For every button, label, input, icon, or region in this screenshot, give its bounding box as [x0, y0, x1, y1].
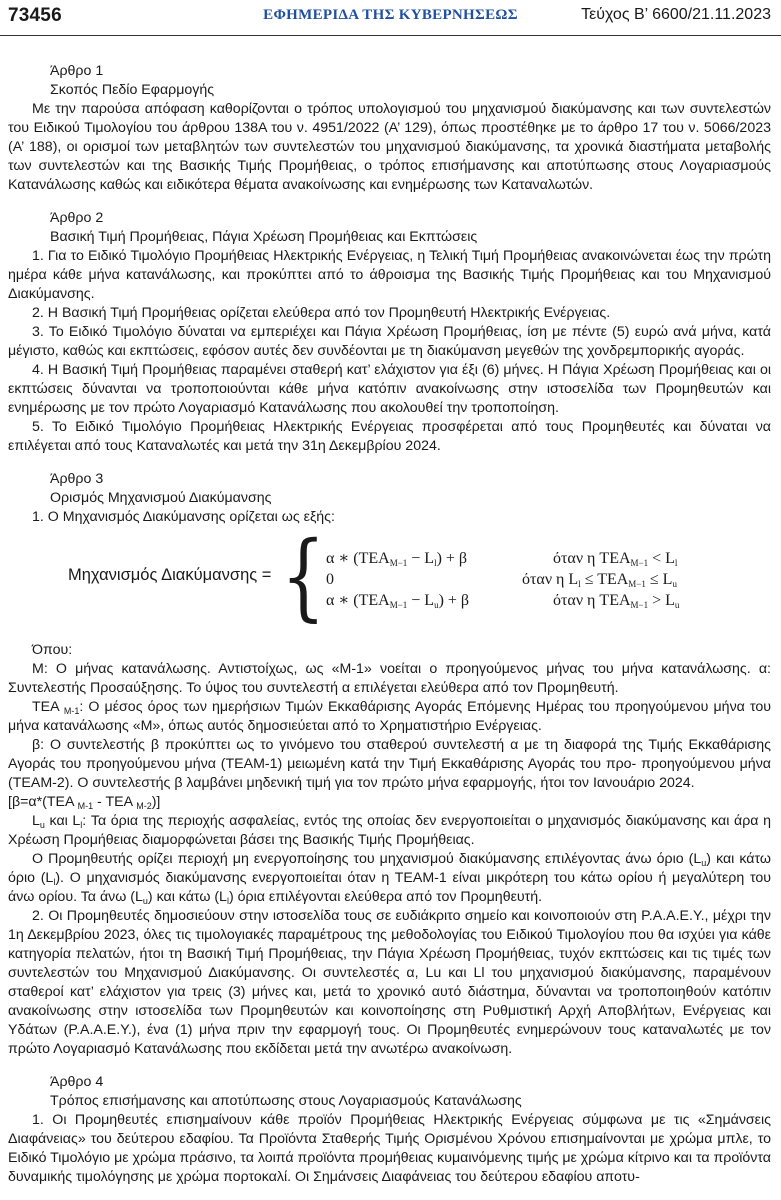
header-divider	[0, 35, 781, 36]
formula-label: Μηχανισμός Διακύμανσης =	[68, 566, 272, 584]
issue-info: Τεύχος Β’ 6600/21.11.2023	[581, 6, 771, 23]
article-2-title: Άρθρο 2	[50, 210, 104, 226]
article-3-subtitle: Ορισμός Μηχανισμού Διακύμανσης	[50, 490, 272, 506]
article-2-paragraph-3: 3. Το Ειδικό Τιμολόγιο δύναται να εμπεριέχει και Πάγια Χρέωση Προμήθειας, ίση με πέντε (5) ευρώ ανά μήνα, κατά μέγιστο, καθώς και εκπτώσεις, εφόσον αυτές δεν συνδέονται με τη διακύμανση μεγεθών της χονδρεμπορικής αγοράς.	[8, 324, 771, 359]
article-3-paragraph-1: 1. Ο Μηχανισμός Διακύμανσης ορίζεται ως εξής:	[32, 509, 335, 525]
article-1-title: Άρθρο 1	[50, 63, 104, 79]
formula-row-3-condition: όταν η $TEA_{M-1} > L_u$	[553, 592, 680, 610]
article-2-paragraph-5: 5. Το Ειδικό Τιμολόγιο Προμήθειας Ηλεκτρικής Ενέργειας προσφέρεται από τους Προμηθευτές και δύναται να επιλέγεται από τους Καταναλωτές και μετά την 31η Δεκεμβρίου 2024.	[8, 419, 771, 454]
article-2-paragraph-4: 4. Η Βασική Τιμή Προμήθειας παραμένει σταθερή κατ’ ελάχιστον για έξι (6) μήνες. Η Πάγια Χρέωση Προμήθειας και οι εκπτώσεις δύνανται να τροποποιούνται κάθε μήνα κατόπιν ανακοίνωσης στην ιστοσελίδα των Προμηθευτών και ενημέρωσης με τον πρώτο Λογαριασμό Κατανάλωσης που ακολουθεί την τροποποίηση.	[8, 362, 771, 416]
article-2-subtitle: Βασική Τιμή Προμήθειας, Πάγια Χρέωση Προμήθειας και Εκπτώσεις	[50, 229, 478, 245]
article-3-paragraph-2: 2. Οι Προμηθευτές δημοσιεύουν στην ιστοσελίδα τους σε ευδιάκριτο σημείο και κοινοποιούν στη Ρ.Α.Α.Ε.Υ., μέχρι την 1η Δεκεμβρίου 2023, όλες τις τιμολογιακές παραμέτρους της μεθοδολογίας του Ειδικού Τιμολογίου που θα ισχύει για κάθε κατηγορία πελατών, ήτοι τη Βασική Τιμή Προμήθειας, την Πάγια Χρέωση Προμήθειας, τυχόν εκπτώσεις και τις τιμές των συντελεστών του Μηχανισμού Διακύμανσης. Οι συντελεστές α, Lu και Ll του μηχανισμού διακύμανσης, παραμένουν σταθεροί κατ’ ελάχιστον για τρεις (3) μήνες και, μετά το χρονικό αυτό διάστημα, δύνανται να τροποποιηθούν κατόπιν ανακοίνωσης στην ιστοσελίδα των Προμηθευτών και κοινοποίησης στη Ρυθμιστική Αρχή Αποβλήτων, Ενέργειας και Υδάτων (Ρ.Α.Α.Ε.Υ.), ένα (1) μήνα πριν την εφαρμογή τους. Οι Προμηθευτές ενημερώνουν τους καταναλωτές με τον πρώτο Λογαριασμό Κατανάλωσης που εκδίδεται μετά την ανωτέρω ανακοίνωση.	[8, 908, 771, 1057]
article-4-title: Άρθρο 4	[50, 1074, 104, 1090]
definitions-heading: Όπου:	[32, 642, 73, 658]
supplier-limits-paragraph: Ο Προμηθευτής ορίζει περιοχή μη ενεργοποίησης του μηχανισμού διακύμανσης επιλέγοντας άνω όριο $(L_u)$ και κάτω όριο $(L_l)$. Ο μηχανισμός διακύμανσης ενεργοποιείται όταν η ΤΕΑΜ-1 είναι μικρότερη του κάτω ορίου ή μεγαλύτερη του άνω ορίου. Τα άνω $(L_u)$ και κάτω $(L_l)$ όρια επιλέγονται ελεύθερα από τον Προμηθευτή.	[8, 851, 771, 906]
article-2-paragraph-1: 1. Για το Ειδικό Τιμολόγιο Προμήθειας Ηλεκτρικής Ενέργειας, η Τελική Τιμή Προμήθειας ανακοινώνεται έως την πρώτη ημέρα κάθε μήνα κατανάλωσης, και προκύπτει από το άθροισμα της Βασικής Τιμής Προμήθειας και του Μηχανισμού Διακύμανσης.	[8, 248, 771, 302]
page-number: 73456	[8, 5, 62, 26]
definition-tea: ΤΕΑ $_{M-1}$: Ο μέσος όρος των ημερήσιων Τιμών Εκκαθάρισης Αγοράς Επόμενης Ημέρας του προηγούμενου μήνα του μήνα κατανάλωσης «Μ», όπως αυτός δημοσιεύεται από το Χρηματιστήριο Ενέργειας.	[8, 699, 771, 734]
formula-row-3-expression: α ∗ $(TEA_{M-1} - L_u) + \beta$	[326, 592, 470, 610]
formula-row-2-condition: όταν η $L_l \le TEA_{M-1} \le L_u$	[522, 571, 677, 589]
variation-mechanism-formula	[8, 520, 771, 635]
document-body	[8, 62, 771, 1187]
article-1-subtitle: Σκοπός Πεδίο Εφαρμογής	[50, 82, 215, 98]
page-header	[0, 0, 781, 36]
article-1-paragraph: Με την παρούσα απόφαση καθορίζονται ο τρόπος υπολογισμού του μηχανισμού διακύμανσης και των συντελεστών του Ειδικού Τιμολογίου του άρθρου 138Α του ν. 4951/2022 (Α’ 129), όπως προστέθηκε με το άρθρο 17 του ν. 5066/2023 (Α’ 188), οι ορισμοί των μεταβλητών των συντελεστών του μηχανισμού διακύμανσης, τα χρονικά διαστήματα μεταβολής των συντελεστών και της Βασικής Τιμής Προμήθειας, ο τρόπος επισήμανσης και αποτύπωσης στους Λογαριασμούς Κατανάλωσης καθώς και ειδικότερα θέματα ανακοίνωσης και ενημέρωσης των Καταναλωτών.	[8, 101, 771, 193]
gazette-title: ΕΦΗΜΕΡΙΔΑ ΤΗΣ ΚΥΒΕΡΝΗΣΕΩΣ	[263, 7, 518, 23]
formula-row-1-condition: όταν η $TEA_{M-1} < L_l$	[553, 550, 678, 568]
definition-m: Μ: Ο μήνας κατανάλωσης. Αντιστοίχως, ως «Μ-1» νοείται ο προηγούμενος μήνας του μήνα κατανάλωσης. α: Συντελεστής Προσαύξησης. Το ύψος του συντελεστή α επιλέγεται ελεύθερα από τον Προμηθευτή.	[8, 661, 771, 696]
formula-brace: {	[281, 520, 326, 632]
definition-beta: β: Ο συντελεστής β προκύπτει ως το γινόμενο του σταθερού συντελεστή α με τη διαφορά της Τιμής Εκκαθάρισης Αγοράς του προηγούμενου μήνα (ΤΕΑΜ-1) μειωμένη κατά την Τιμή Εκκαθάρισης Αγοράς του προ- προηγούμενου μήνα (ΤΕΑΜ-2). Ο συντελεστής β λαμβάνει μηδενική τιμή για τον πρώτο μήνα εφαρμογής, ήτοι τον Ιανουάριο 2024.	[8, 737, 771, 791]
definition-limits: $L_u$ και $L_l$: Τα όρια της περιοχής ασφαλείας, εντός της οποίας δεν ενεργοποιείται ο μηχανισμός διακύμανσης και άρα η Χρέωση Προμήθειας διαμορφώνεται βάσει της Βασικής Τιμής Προμήθειας.	[8, 813, 771, 848]
article-4-paragraph-1: 1. Οι Προμηθευτές επισημαίνουν κάθε προϊόν Προμήθειας Ηλεκτρικής Ενέργειας σύμφωνα με τις «Σημάνσεις Διαφάνειας» του δεύτερου εδαφίου. Τα Προϊόντα Σταθερής Τιμής Ορισμένου Χρόνου επισημαίνονται με χρώμα μπλε, το Ειδικό Τιμολόγιο με χρώμα πράσινο, τα λοιπά προϊόντα προμήθειας κυμαινόμενης τιμής με χρώμα κίτρινο και τα προϊόντα δυναμικής τιμολόγησης με χρώμα πορτοκαλί. Οι Σημάνσεις Διαφάνειας του δεύτερου εδαφίου αποτυ-	[8, 1112, 771, 1185]
formula-row-2-expression: 0	[326, 571, 334, 588]
formula-row-1-expression: α ∗ $(TEA_{M-1} - L_l) + \beta$	[326, 550, 468, 568]
article-2-paragraph-2: 2. Η Βασική Τιμή Προμήθειας ορίζεται ελεύθερα από τον Προμηθευτή Ηλεκτρικής Ενέργειας.	[32, 305, 611, 321]
article-3-title: Άρθρο 3	[50, 471, 104, 487]
article-4-subtitle: Τρόπος επισήμανσης και αποτύπωσης στους Λογαριασμούς Κατανάλωσης	[50, 1093, 522, 1109]
beta-formula: [β=α*(ΤΕΑ $_{M-1}$ - ΤΕΑ $_{M-2}$)]	[8, 794, 161, 811]
